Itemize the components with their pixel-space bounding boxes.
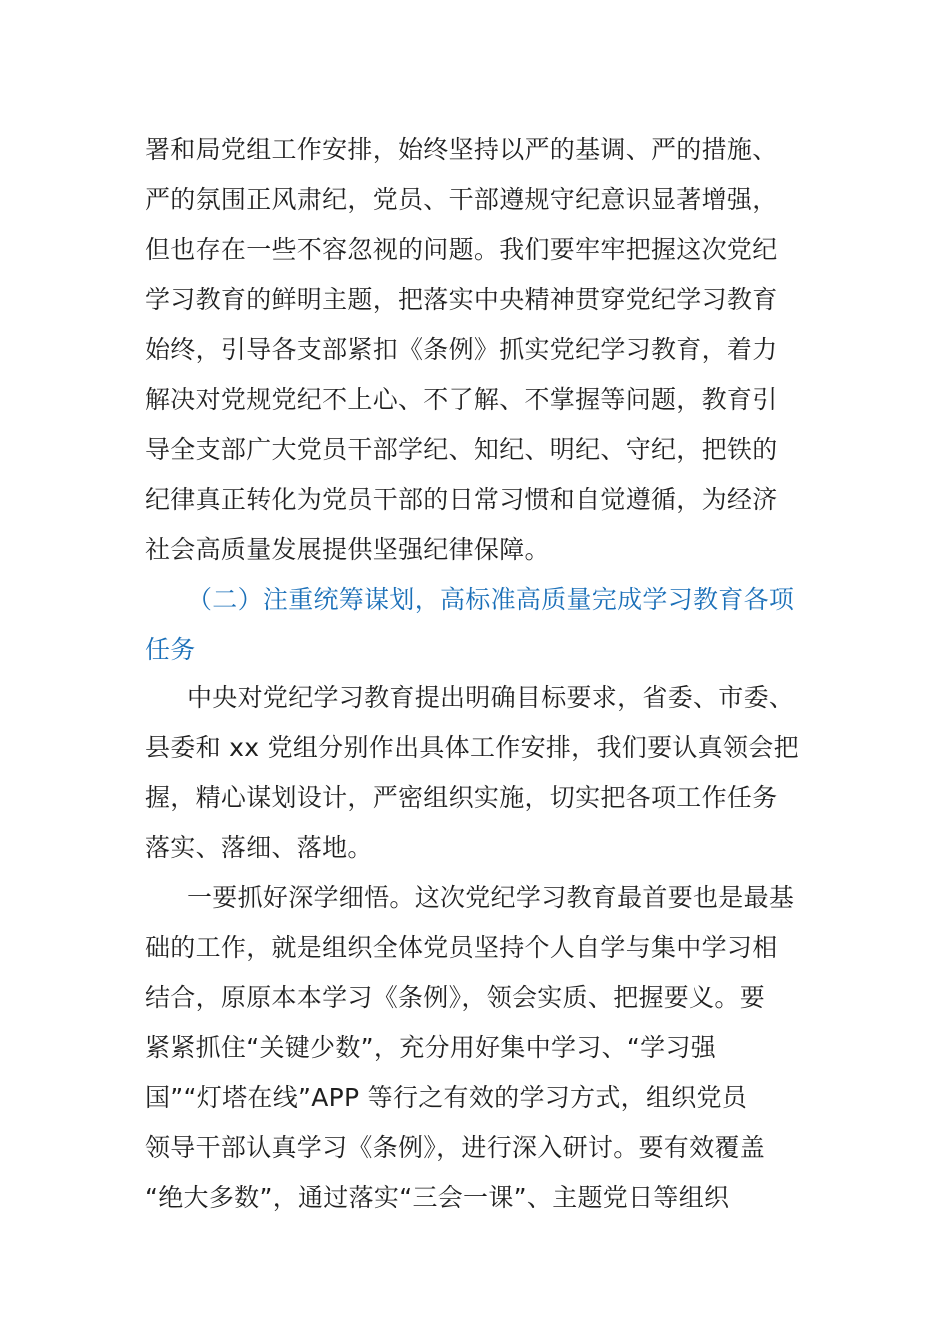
text-line: 一要抓好深学细悟。这次党纪学习教育最首要也是最基 [187,883,795,912]
heading-line: （二）注重统筹谋划，高标准高质量完成学习教育各项 [187,585,795,614]
text-line: 严的氛围正风肃纪，党员、干部遵规守纪意识显著增强， [145,185,778,214]
text-line: 但也存在一些不容忽视的问题。我们要牢牢把握这次党纪 [145,235,778,264]
text-line: 始终，引导各支部紧扣《条例》抓实党纪学习教育，着力 [145,335,778,364]
text-line: 紧紧抓住“关键少数”，充分用好集中学习、“学习强 [145,1033,717,1062]
text-line: 国”“灯塔在线”APP 等行之有效的学习方式，组织党员 [145,1083,748,1112]
text-line: 落实、落细、落地。 [145,833,373,862]
text-line: 县委和 xx 党组分别作出具体工作安排，我们要认真领会把 [145,733,799,762]
text-line: 解决对党规党纪不上心、不了解、不掌握等问题，教育引 [145,385,778,414]
text-line: “绝大多数”，通过落实“三会一课”、主题党日等组织 [145,1183,730,1212]
text-line: 学习教育的鲜明主题，把落实中央精神贯穿党纪学习教育 [145,285,778,314]
heading-line: 任务 [145,635,196,664]
text-line: 握，精心谋划设计，严密组织实施，切实把各项工作任务 [145,783,778,812]
text-line: 署和局党组工作安排，始终坚持以严的基调、严的措施、 [145,135,778,164]
text-line: 中央对党纪学习教育提出明确目标要求，省委、市委、 [187,683,795,712]
text-line: 础的工作，就是组织全体党员坚持个人自学与集中学习相 [145,933,778,962]
text-line: 领导干部认真学习《条例》，进行深入研讨。要有效覆盖 [145,1133,766,1162]
text-line: 纪律真正转化为党员干部的日常习惯和自觉遵循，为经济 [145,485,778,514]
text-line: 导全支部广大党员干部学纪、知纪、明纪、守纪，把铁的 [145,435,778,464]
text-line: 结合，原原本本学习《条例》，领会实质、把握要义。要 [145,983,766,1012]
text-line: 社会高质量发展提供坚强纪律保障。 [145,535,550,564]
